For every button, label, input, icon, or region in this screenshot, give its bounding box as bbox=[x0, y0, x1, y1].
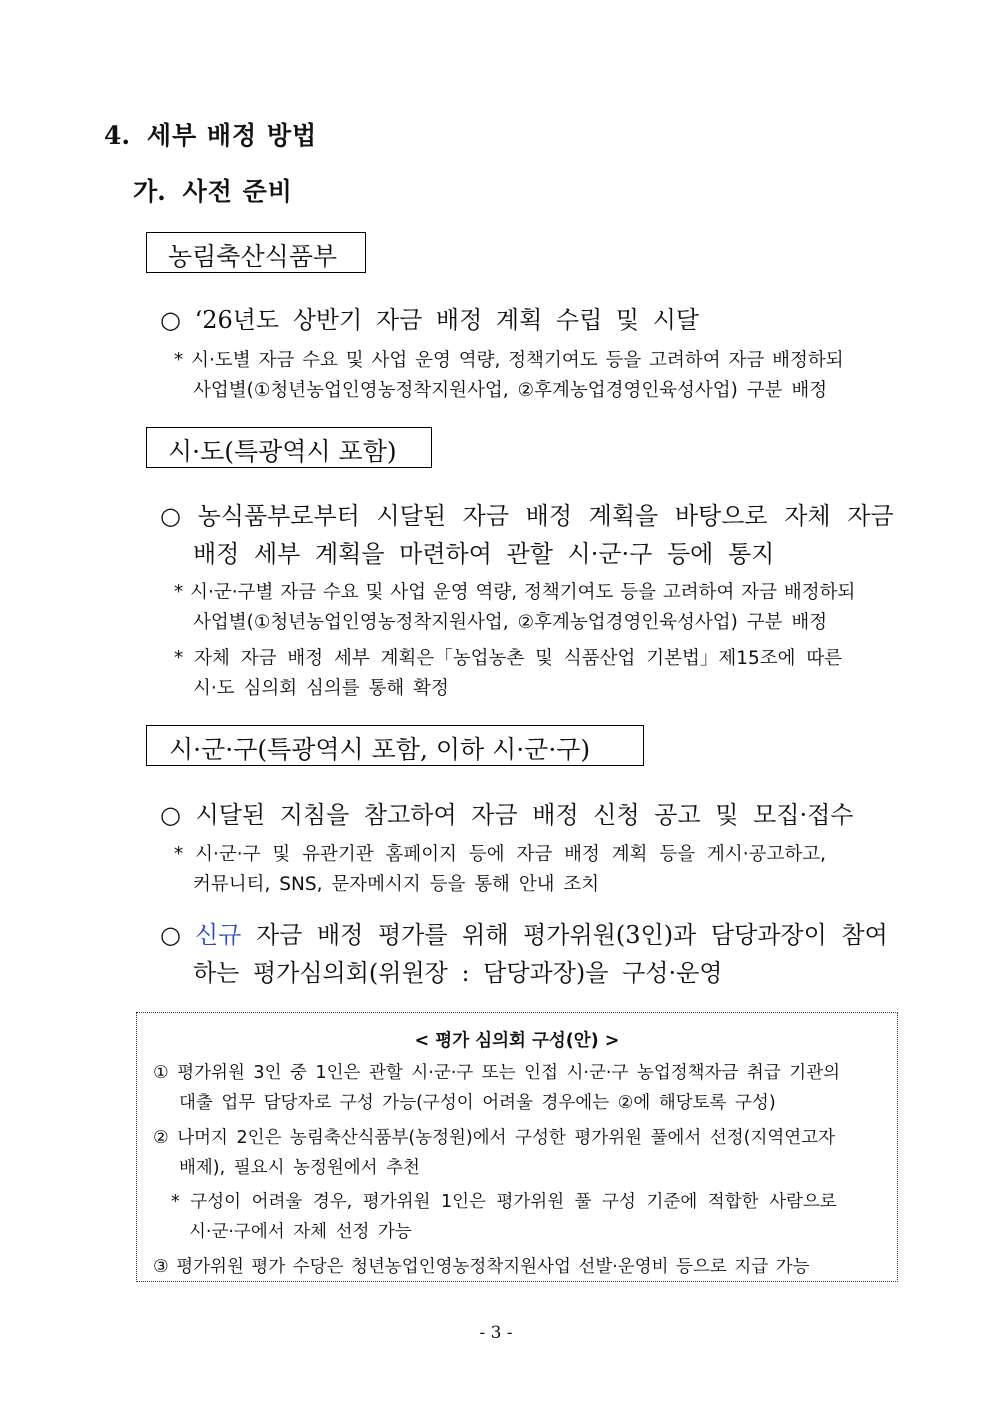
province-label-box bbox=[146, 427, 432, 468]
province-bullet-line1: ○ 농식품부로부터 시달된 자금 배정 계획을 바탕으로 자체 자금 bbox=[160, 502, 894, 530]
section-heading bbox=[104, 116, 317, 152]
new-highlight: 신규 bbox=[194, 921, 242, 949]
ministry-label-box bbox=[146, 232, 366, 273]
province-note1-line2: 사업별(①청년농업인영농정착지원사업, ②후계농업경영인육성사업) 구분 배정 bbox=[193, 612, 828, 633]
committee-title: < 평가 심의회 구성(안) > bbox=[414, 1031, 620, 1051]
committee-item1-line2: 대출 업무 담당자로 구성 가능(구성이 어려울 경우에는 ②에 해당토록 구성) bbox=[179, 1093, 776, 1113]
district-bullet2-line1 bbox=[160, 915, 888, 950]
committee-note-line2: 시·군·구에서 자체 선정 가능 bbox=[189, 1222, 412, 1242]
bullet2-text: 자금 배정 평가를 위해 평가위원(3인)과 담당과장이 참여 bbox=[255, 921, 888, 949]
province-label: 시·도(특광역시 포함) bbox=[168, 437, 397, 466]
committee-item3: ③ 평가위원 평가 수당은 청년농업인영농정착지원사업 선발·운영비 등으로 지급 가능 bbox=[153, 1257, 810, 1277]
section-title: 세부 배정 방법 bbox=[146, 121, 318, 150]
subsection-heading bbox=[133, 172, 293, 208]
province-note2-line2: 시·도 심의회 심의를 통해 확정 bbox=[193, 678, 449, 699]
committee-item2-line1: ② 나머지 2인은 농림축산식품부(농정원)에서 구성한 평가위원 풀에서 선정(지역연고자 bbox=[153, 1128, 836, 1148]
province-bullet-line2: 배정 세부 계획을 마련하여 관할 시·군·구 등에 통지 bbox=[193, 540, 775, 568]
committee-item1-line1: ① 평가위원 3인 중 1인은 관할 시·군·구 또는 인접 시·군·구 농업정책자금 취급 기관의 bbox=[153, 1063, 841, 1083]
committee-box bbox=[136, 1012, 898, 1282]
ministry-bullet: ○ ‘26년도 상반기 자금 배정 계획 수립 및 시달 bbox=[160, 306, 700, 334]
district-bullet2-line2: 하는 평가심의회(위원장 : 담당과장)을 구성·운영 bbox=[193, 959, 723, 987]
subsection-number: 가. bbox=[133, 177, 166, 206]
page-number: - 3 - bbox=[479, 1323, 513, 1343]
district-label: 시·군·구(특광역시 포함, 이하 시·군·구) bbox=[169, 735, 591, 764]
section-number: 4. bbox=[104, 121, 131, 150]
committee-note-line1: * 구성이 어려울 경우, 평가위원 1인은 평가위원 풀 구성 기준에 적합한 사람으로 bbox=[171, 1192, 837, 1212]
district-note-line1: * 시·군·구 및 유관기관 홈페이지 등에 자금 배정 계획 등을 게시·공고하고, bbox=[174, 844, 826, 865]
ministry-note-line2: 사업별(①청년농업인영농정착지원사업, ②후계농업경영인육성사업) 구분 배정 bbox=[193, 380, 828, 401]
bullet-marker: ○ bbox=[160, 921, 181, 949]
district-bullet1: ○ 시달된 지침을 참고하여 자금 배정 신청 공고 및 모집·접수 bbox=[160, 801, 854, 829]
ministry-note-line1: * 시·도별 자금 수요 및 사업 운영 역량, 정책기여도 등을 고려하여 자금 배정하되 bbox=[174, 350, 844, 371]
district-note-line2: 커뮤니티, SNS, 문자메시지 등을 통해 안내 조치 bbox=[193, 874, 600, 895]
province-note2-line1: * 자체 자금 배정 세부 계획은「농업농촌 및 식품산업 기본법」제15조에 따른 bbox=[174, 648, 843, 669]
district-label-box bbox=[146, 725, 644, 766]
committee-item2-line2: 배제), 필요시 농정원에서 추천 bbox=[179, 1158, 420, 1178]
ministry-label: 농림축산식품부 bbox=[168, 242, 338, 271]
subsection-title: 사전 준비 bbox=[182, 177, 293, 206]
province-note1-line1: * 시·군·구별 자금 수요 및 사업 운영 역량, 정책기여도 등을 고려하여 자금 배정하되 bbox=[174, 582, 856, 603]
